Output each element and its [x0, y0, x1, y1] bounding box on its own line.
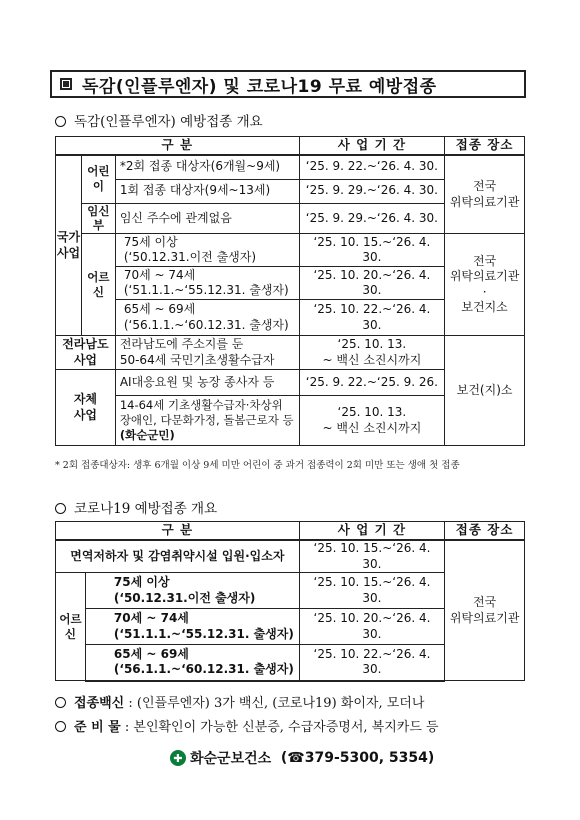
elder-period: ‘25. 10. 22.~‘26. 4. 30. [299, 300, 445, 336]
covid-section-heading: 코로나19 예방접종 개요 [55, 497, 217, 517]
immuno-period: ‘25. 10. 15.~‘26. 4. 30. [299, 540, 445, 573]
elder-period: ‘25. 10. 15.~‘26. 4. 30. [299, 234, 445, 267]
self-target: AI대응요원 및 농장 종사자 등 [115, 370, 299, 396]
prep-info: 준 비 물 : 본인확인이 가능한 신분증, 수급자증명서, 복지카드 등 [55, 716, 439, 735]
self-target: 14-64세 기초생활수급자·차상위 장애인, 다문화가정, 돌봄근로자 등 (화순군민) [115, 396, 299, 446]
elder-target: 70세 ~ 74세 (‘51.1.1.~‘55.12.31. 출생자) [115, 267, 299, 300]
header-category: 구 분 [56, 522, 300, 541]
jeonnam-label: 전라남도 사업 [56, 336, 116, 370]
jeonnam-period: ‘25. 10. 13. ~ 백신 소진시까지 [299, 336, 445, 370]
child-target: 1회 접종 대상자(9세~13세) [115, 179, 299, 203]
header-place: 접종 장소 [445, 522, 525, 541]
child-period: ‘25. 9. 22.~‘26. 4. 30. [299, 155, 445, 179]
elder-period: ‘25. 10. 15.~‘26. 4. 30. [299, 573, 445, 609]
covid-place: 전국 위탁의료기관 [445, 540, 525, 681]
child-label: 어린이 [81, 155, 115, 203]
elder-period: ‘25. 10. 20.~‘26. 4. 30. [299, 609, 445, 645]
self-period: ‘25. 9. 22.~‘25. 9. 26. [299, 370, 445, 396]
covid-header-row [56, 522, 525, 541]
circle-bullet-icon [55, 116, 66, 127]
flu-section-heading: 독감(인플루엔자) 예방접종 개요 [55, 110, 263, 130]
table-row [56, 540, 525, 573]
elder-period: ‘25. 10. 20.~‘26. 4. 30. [299, 267, 445, 300]
place-c: 보건(지)소 [445, 336, 525, 446]
elder-period: ‘25. 10. 22.~‘26. 4. 30. [299, 645, 445, 681]
header-place: 접종 장소 [445, 137, 525, 156]
org-name: 화순군보건소 [190, 751, 272, 767]
self-period: ‘25. 10. 13. ~ 백신 소진시까지 [299, 396, 445, 446]
elder-label: 어르신 [81, 234, 115, 336]
elder-target: 75세 이상 (‘50.12.31.이전 출생자) [85, 573, 299, 609]
immuno-target: 면역저하자 및 감염취약시설 입원·입소자 [56, 540, 300, 573]
elder-target: 70세 ~ 74세 (‘51.1.1.~‘55.12.31. 출생자) [85, 609, 299, 645]
table-row [56, 234, 525, 267]
contact-info [170, 748, 434, 768]
child-period: ‘25. 9. 29.~‘26. 4. 30. [299, 179, 445, 203]
pregnant-target: 임신 주수에 관계없음 [115, 203, 299, 234]
covid-table [55, 521, 525, 682]
place-a: 전국 위탁의료기관 [445, 155, 525, 234]
table-row [56, 155, 525, 179]
national-label: 국가 사업 [56, 155, 82, 336]
header-period: 사 업 기 간 [299, 137, 445, 156]
elder-target: 65세 ~ 69세 (‘56.1.1.~‘60.12.31. 출생자) [85, 645, 299, 681]
flu-table [55, 136, 525, 446]
self-label: 자체 사업 [56, 370, 116, 446]
phone-number: (☎379-5300, 5354) [280, 750, 435, 766]
flu-header-row [56, 137, 525, 156]
circle-bullet-icon [55, 721, 66, 732]
page-title: 독감(인플루엔자) 및 코로나19 무료 예방접종 [82, 76, 437, 97]
header-category: 구 분 [56, 137, 300, 156]
footnote: * 2회 접종대상자: 생후 6개월 이상 9세 미만 어린이 중 과거 접종력이 2회 미만 또는 생애 첫 접종 [55, 460, 460, 471]
child-target: *2회 접종 대상자(6개월~9세) [115, 155, 299, 179]
health-center-logo-icon: ✚ [170, 750, 186, 766]
pregnant-label: 임신부 [81, 203, 115, 234]
circle-bullet-icon [55, 503, 66, 514]
pregnant-period: ‘25. 9. 29.~‘26. 4. 30. [299, 203, 445, 234]
elder-target: 75세 이상 (‘50.12.31.이전 출생자) [115, 234, 299, 267]
header-period: 사 업 기 간 [299, 522, 445, 541]
page-title-box [50, 70, 526, 98]
table-row [56, 336, 525, 370]
elder-label: 어르신 [56, 573, 86, 681]
circle-bullet-icon [55, 697, 66, 708]
vaccine-info: 접종백신 : (인플루엔자) 3가 백신, (코로나19) 화이자, 모더나 [55, 692, 424, 711]
place-b: 전국 위탁의료기관 · 보건지소 [445, 234, 525, 336]
elder-target: 65세 ~ 69세 (‘56.1.1.~‘60.12.31. 출생자) [115, 300, 299, 336]
square-bullet-icon [60, 78, 72, 90]
jeonnam-target: 전라남도에 주소지를 둔 50-64세 국민기초생활수급자 [115, 336, 299, 370]
